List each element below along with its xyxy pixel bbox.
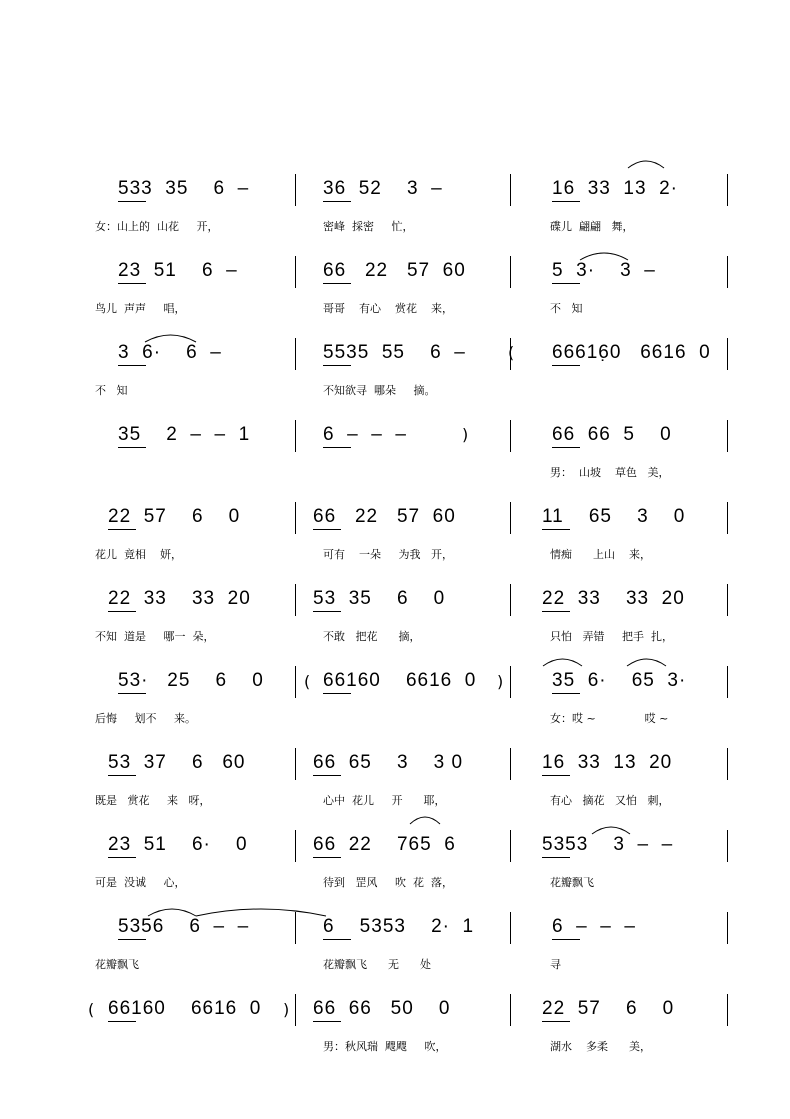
- measure-notes: 53 35 6 0: [313, 588, 446, 609]
- measure-lyrics: 男： 山坡 草色 美，: [550, 466, 670, 479]
- measure-lyrics: 心中 花儿 开 耶，: [323, 794, 446, 807]
- measure-lyrics: 女：哎 ~ 哎 ~: [550, 712, 669, 725]
- measure-lyrics: 待到 罡风 吹 花 落，: [323, 876, 453, 889]
- measure-lyrics: 哥哥 有心 赏花 来，: [323, 302, 453, 315]
- measure-notes: 66 66 50 0: [313, 998, 451, 1019]
- measure-notes: 23 51 6· 0: [108, 834, 248, 855]
- measure-notes: 23 51 6 –: [118, 260, 238, 281]
- measure-lyrics: 花瓣飘飞: [95, 958, 139, 971]
- measure-lyrics: 不敢 把花 摘，: [323, 630, 421, 643]
- measure-lyrics: 不 知: [95, 384, 128, 397]
- measure-notes: 6 – – –: [323, 424, 407, 445]
- repeat-paren-close: ): [497, 672, 504, 691]
- measure-notes: 36 52 3 –: [323, 178, 443, 199]
- measure-notes: 5353 3 – –: [542, 834, 674, 855]
- measure-lyrics: 鸟儿 声声 唱，: [95, 302, 186, 315]
- slur-arc: [543, 659, 582, 666]
- measure-notes: 22 33 33 20: [542, 588, 685, 609]
- slur-arc: [196, 909, 326, 916]
- measure-notes: 66 65 3 3 0: [313, 752, 464, 773]
- measure-lyrics: 既是 赏花 来 呀，: [95, 794, 211, 807]
- measure-notes: 3 6· 6 –: [118, 342, 222, 363]
- measure-lyrics: 湖水 多柔 美，: [550, 1040, 651, 1053]
- measure-lyrics: 可有 一朵 为我 开，: [323, 548, 453, 561]
- measure-notes: 16 33 13 20: [542, 752, 673, 773]
- measure-lyrics: 寻: [550, 958, 561, 971]
- measure-notes: 66 22 57 60: [313, 506, 456, 527]
- measure-notes: 533 35 6 –: [118, 178, 250, 199]
- measure-notes: 66160 6616 0: [323, 670, 477, 691]
- measure-lyrics: 情痴 上山 来，: [550, 548, 651, 561]
- repeat-paren-close: ): [283, 1000, 290, 1019]
- measure-notes: 11 65 3 0: [542, 506, 686, 527]
- measure-notes: 5 3· 3 –: [552, 260, 656, 281]
- measure-lyrics: 不知 道是 哪一 朵，: [95, 630, 215, 643]
- measure-lyrics: 花瓣飘飞 无 处: [323, 958, 431, 971]
- slur-arc: [628, 161, 664, 168]
- measure-lyrics: 男：秋风瑞 飕飕 吹，: [323, 1040, 447, 1053]
- slur-arc: [410, 817, 440, 824]
- repeat-paren-open: (: [88, 1000, 95, 1019]
- measure-notes: 53 37 6 60: [108, 752, 246, 773]
- measure-notes: 66 22 765 6: [313, 834, 456, 855]
- measure-notes: 22 33 33 20: [108, 588, 251, 609]
- measure-notes: 22 57 6 0: [108, 506, 241, 527]
- measure-lyrics: 花儿 竟相 妍，: [95, 548, 182, 561]
- measure-lyrics: 不 知: [550, 302, 583, 315]
- repeat-paren-open: (: [508, 343, 515, 362]
- measure-lyrics: 碟儿 翩翩 舞，: [550, 220, 634, 233]
- slur-arc: [627, 659, 666, 666]
- slur-arc: [145, 335, 196, 342]
- measure-notes: 5356 6 – –: [118, 916, 250, 937]
- measure-lyrics: 密峰 採密 忙，: [323, 220, 414, 233]
- measure-notes: 35 2 – – 1: [118, 424, 251, 445]
- measure-notes: 6 5353 2· 1: [323, 916, 475, 937]
- repeat-paren-open: (: [304, 672, 311, 691]
- measure-notes: 35 6· 65 3·: [552, 670, 687, 691]
- measure-lyrics: 有心 摘花 又怕 刺，: [550, 794, 670, 807]
- measure-lyrics: 后悔 划不 来。: [95, 712, 196, 725]
- measure-lyrics: 可是 没诚 心，: [95, 876, 186, 889]
- measure-lyrics: 花瓣飘飞: [550, 876, 594, 889]
- repeat-paren-close: ): [462, 425, 469, 444]
- measure-lyrics: 不知欲寻 哪朵 摘。: [323, 384, 436, 397]
- measure-notes: 66 22 57 60: [323, 260, 466, 281]
- measure-lyrics: 女：山上的 山花 开，: [95, 220, 219, 233]
- measure-notes: 6 – – –: [552, 916, 636, 937]
- measure-notes: 66 66 5 0: [552, 424, 672, 445]
- measure-notes: 16 33 13 2·: [552, 178, 678, 199]
- measure-notes: 66616̣0 6616 0: [552, 342, 711, 363]
- measure-notes: 66160 6616 0: [108, 998, 262, 1019]
- measure-lyrics: 只怕 弄错 把手 扎，: [550, 630, 673, 643]
- slur-arc: [580, 253, 628, 260]
- slur-arc: [148, 909, 196, 916]
- measure-notes: 5535 55 6 –: [323, 342, 466, 363]
- slur-arc: [592, 827, 630, 834]
- measure-notes: 22 57 6 0: [542, 998, 675, 1019]
- measure-notes: 53· 25 6 0: [118, 670, 264, 691]
